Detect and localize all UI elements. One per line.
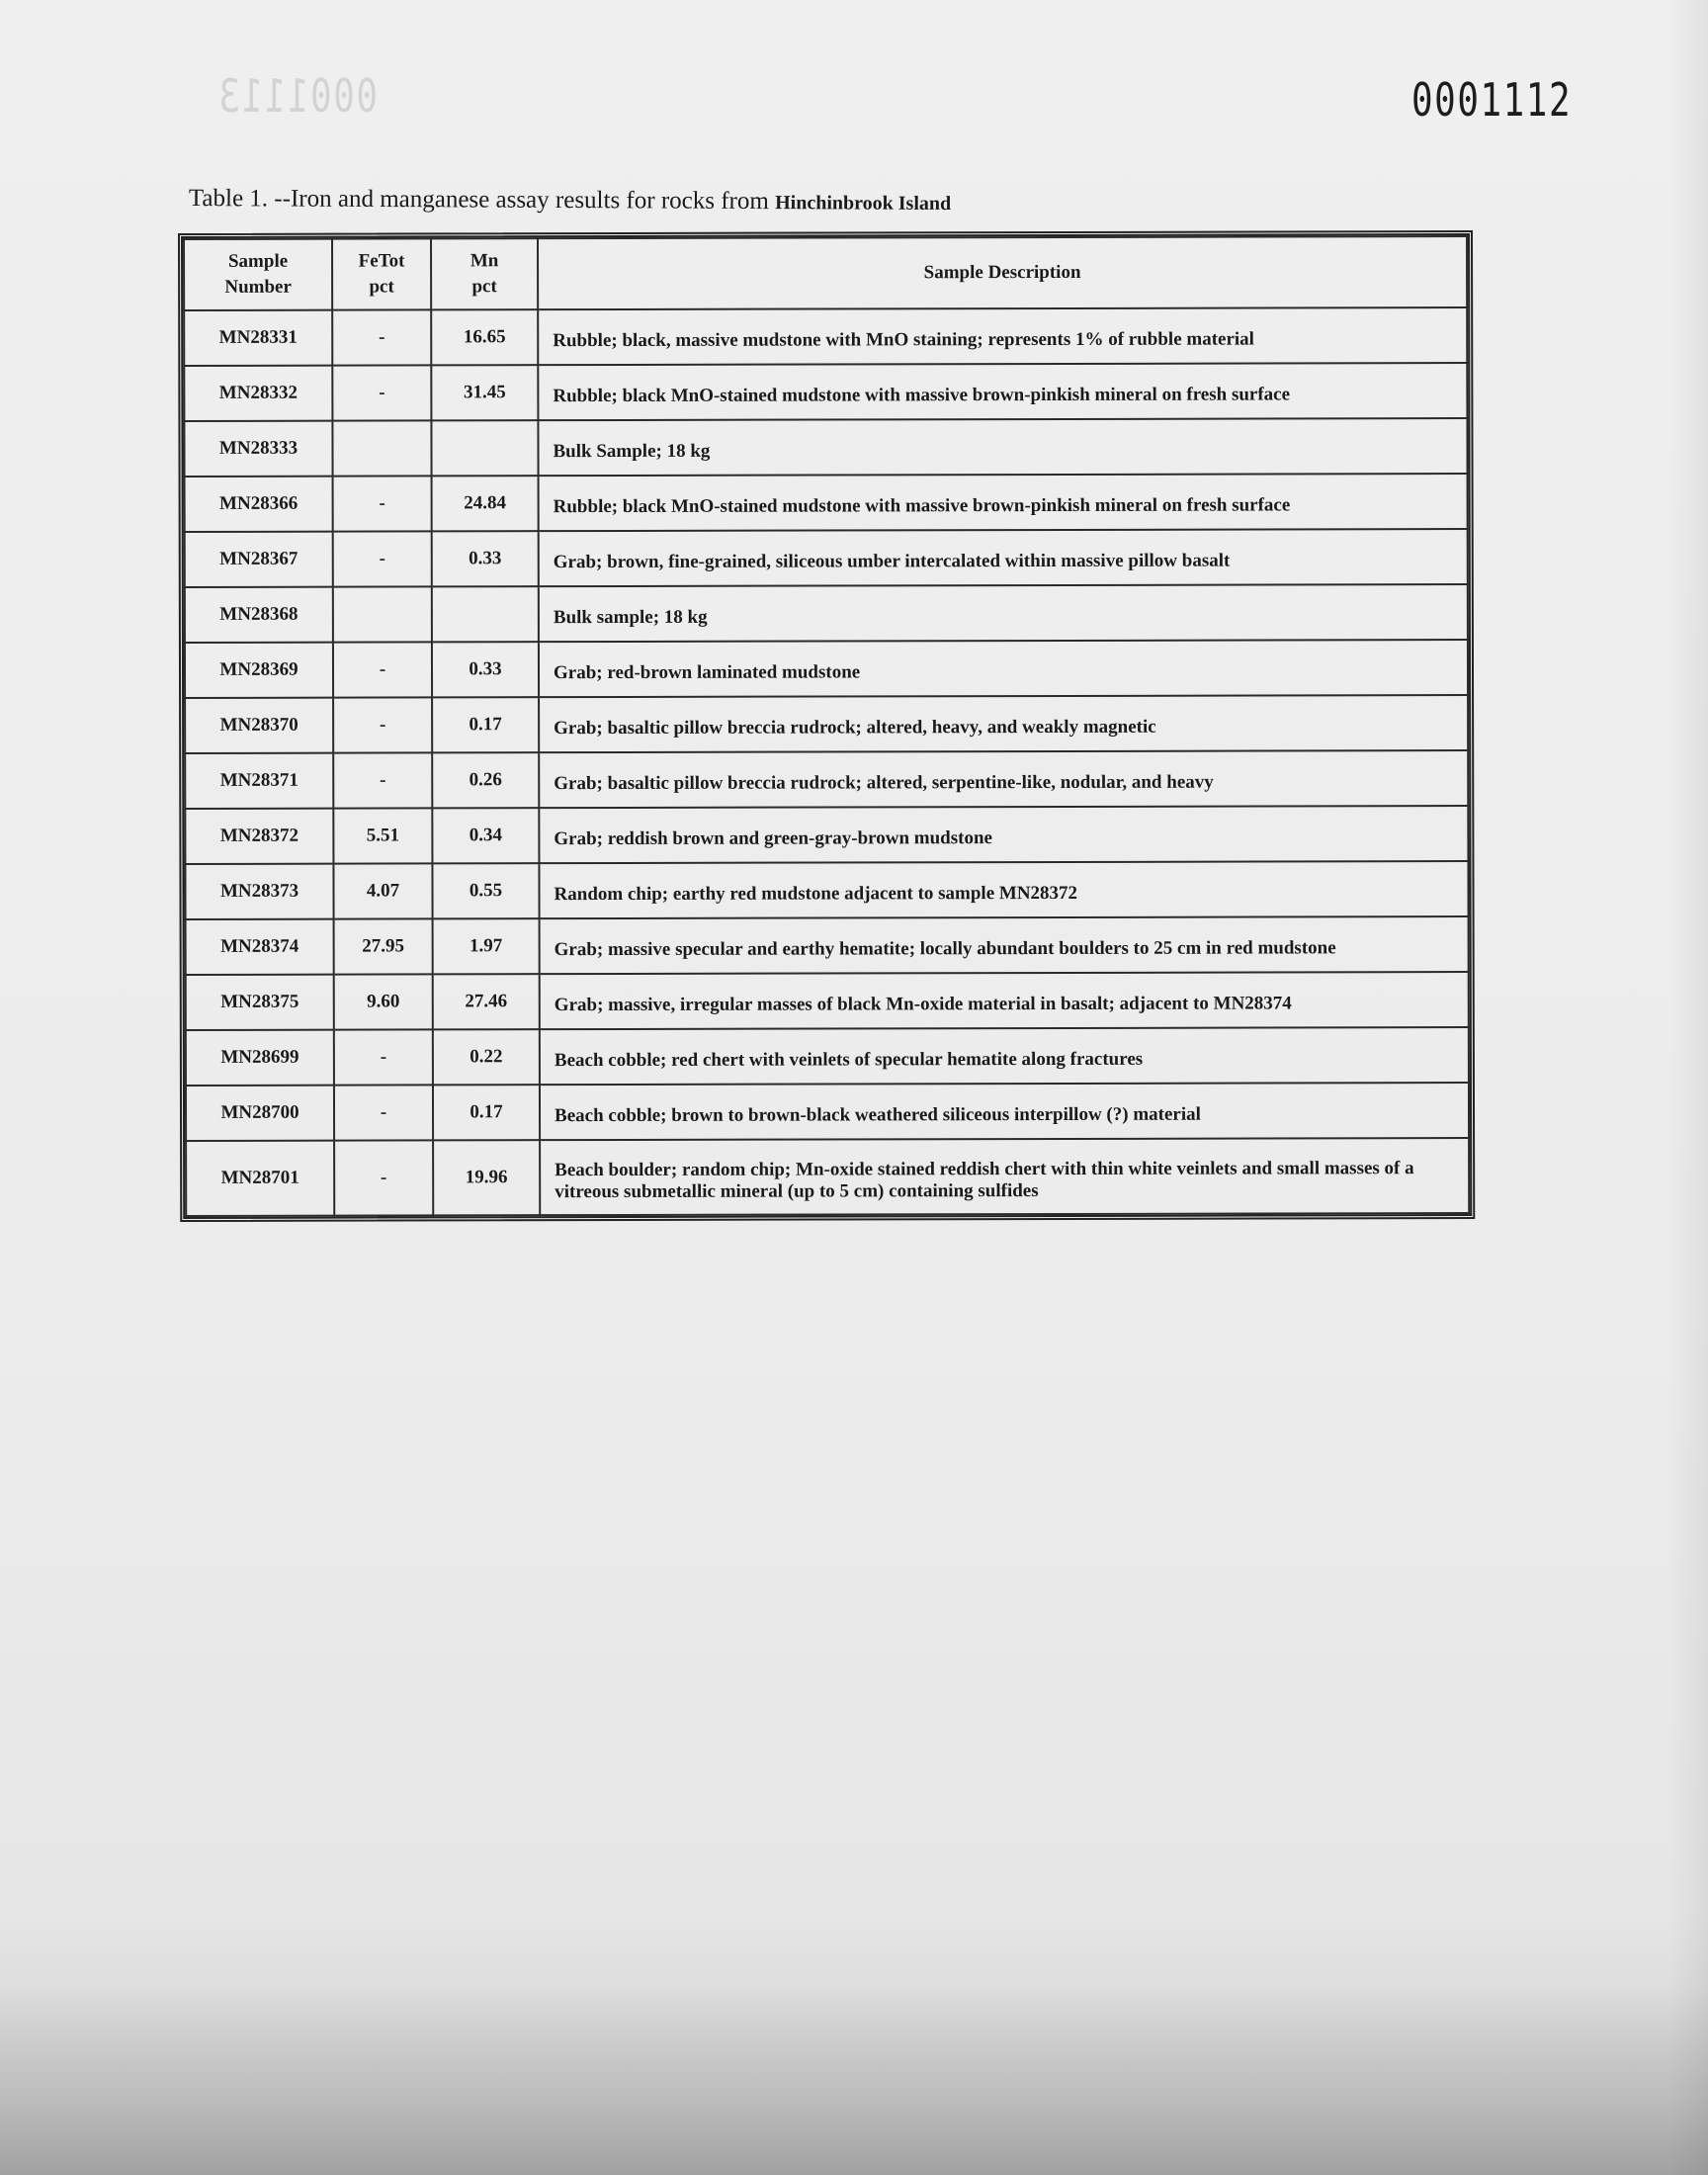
cell-sample-number: MN28372: [185, 809, 333, 864]
table-row: [185, 750, 1468, 809]
cell-sample-number: MN28374: [186, 919, 334, 975]
cell-fetot: -: [332, 309, 431, 365]
cell-fetot: -: [334, 1085, 433, 1140]
cell-description: Rubble; black MnO-stained mudstone with massive brown-pinkish mineral on fresh surface: [538, 363, 1467, 420]
cell-mn: 16.65: [431, 309, 538, 365]
cell-description: Beach cobble; brown to brown-black weathered siliceous interpillow (?) material: [540, 1083, 1469, 1140]
table-row: [185, 640, 1468, 698]
header-sample-number: Sample Number: [184, 239, 332, 310]
header-fetot: FeTot pct: [332, 238, 431, 309]
cell-sample-number: MN28371: [185, 753, 333, 809]
table-row: [185, 529, 1468, 587]
table-row: [186, 1083, 1469, 1141]
cell-mn: 1.97: [433, 918, 540, 974]
cell-description: Beach boulder; random chip; Mn-oxide stained reddish chert with thin white veinlets and small masses of a vitreous submetallic mineral (up to 5 cm) containing sulfides: [540, 1138, 1469, 1215]
cell-description: Grab; red-brown laminated mudstone: [539, 640, 1468, 697]
cell-fetot: -: [334, 1029, 433, 1085]
table-row: [184, 418, 1467, 477]
table-row: [186, 1138, 1469, 1216]
cell-mn: 0.22: [433, 1029, 540, 1085]
table-row: [185, 584, 1468, 643]
cell-fetot: [332, 420, 431, 476]
cell-sample-number: MN28367: [185, 532, 333, 587]
cell-sample-number: MN28368: [185, 587, 333, 643]
cell-mn: 0.34: [432, 808, 539, 863]
assay-table: [183, 235, 1470, 1217]
cell-fetot: -: [334, 1140, 433, 1215]
table-row: [185, 861, 1468, 919]
page-number: 0001112: [1411, 73, 1573, 127]
cell-mn: 0.17: [433, 1085, 540, 1140]
table-row: [185, 806, 1468, 864]
cell-description: Grab; massive, irregular masses of black Mn-oxide material in basalt; adjacent to MN28374: [540, 972, 1469, 1029]
cell-sample-number: MN28333: [184, 421, 332, 477]
cell-description: Bulk sample; 18 kg: [539, 584, 1468, 642]
cell-fetot: -: [333, 697, 432, 752]
cell-description: Grab; basaltic pillow breccia rudrock; altered, serpentine-like, nodular, and heavy: [539, 750, 1468, 808]
cell-description: Random chip; earthy red mudstone adjacent to sample MN28372: [539, 861, 1468, 918]
caption-main: Table 1. --Iron and manganese assay results for rocks from: [188, 185, 769, 216]
cell-description: Beach cobble; red chert with veinlets of specular hematite along fractures: [540, 1027, 1469, 1085]
header-sample-description: Sample Description: [538, 236, 1467, 309]
table-row: [186, 916, 1469, 975]
cell-description: Rubble; black, massive mudstone with MnO staining; represents 1% of rubble material: [538, 307, 1467, 365]
cell-fetot: 9.60: [334, 974, 433, 1029]
table-row: [186, 972, 1469, 1030]
table-row: [185, 474, 1468, 532]
table-row: [184, 363, 1467, 421]
cell-fetot: 5.51: [333, 808, 432, 863]
table-row: [185, 695, 1468, 753]
cell-mn: [432, 586, 539, 642]
cell-description: Grab; massive specular and earthy hematite; locally abundant boulders to 25 cm in red mudstone: [540, 916, 1469, 974]
header-mn: Mn pct: [431, 238, 538, 309]
cell-sample-number: MN28700: [186, 1086, 334, 1141]
cell-description: Grab; brown, fine-grained, siliceous umber intercalated within massive pillow basalt: [539, 529, 1468, 586]
assay-table-frame: [178, 230, 1475, 1222]
cell-sample-number: MN28375: [186, 975, 334, 1030]
cell-fetot: -: [333, 476, 432, 531]
table-row: [186, 1027, 1469, 1086]
cell-sample-number: MN28366: [185, 477, 333, 532]
cell-description: Grab; basaltic pillow breccia rudrock; altered, heavy, and weakly magnetic: [539, 695, 1468, 752]
cell-mn: 0.33: [432, 642, 539, 697]
cell-mn: 0.55: [432, 863, 539, 918]
cell-mn: 24.84: [432, 476, 539, 531]
cell-mn: 0.17: [432, 697, 539, 752]
cell-fetot: -: [333, 752, 432, 808]
cell-mn: 31.45: [431, 365, 538, 420]
table-caption: [189, 185, 951, 217]
cell-sample-number: MN28331: [184, 310, 332, 366]
cell-sample-number: MN28373: [185, 864, 333, 919]
cell-sample-number: MN28699: [186, 1030, 334, 1086]
cell-description: Grab; reddish brown and green-gray-brown mudstone: [539, 806, 1468, 863]
cell-fetot: [333, 586, 432, 642]
cell-fetot: 4.07: [333, 863, 432, 918]
cell-mn: 0.33: [432, 531, 539, 586]
table-body: [184, 307, 1469, 1216]
cell-fetot: -: [332, 365, 431, 420]
page-edge-shadow: [1668, 0, 1708, 2175]
cell-sample-number: MN28332: [184, 366, 332, 421]
cell-fetot: -: [333, 642, 432, 697]
cell-mn: 27.46: [433, 974, 540, 1029]
cell-mn: 0.26: [432, 752, 539, 808]
cell-mn: [431, 420, 538, 476]
cell-fetot: -: [333, 531, 432, 586]
cell-mn: 19.96: [433, 1140, 540, 1215]
cell-description: Rubble; black MnO-stained mudstone with massive brown-pinkish mineral on fresh surface: [539, 474, 1468, 531]
table-row: [184, 307, 1467, 366]
cell-description: Bulk Sample; 18 kg: [538, 418, 1467, 476]
cell-fetot: 27.95: [334, 918, 433, 974]
caption-place: Hinchinbrook Island: [775, 192, 952, 216]
cell-sample-number: MN28370: [185, 698, 333, 753]
table-header-row: [184, 236, 1467, 310]
scan-shadow: [0, 1987, 1708, 2175]
bleed-through-page-number: 0001113: [216, 69, 378, 123]
cell-sample-number: MN28701: [186, 1141, 334, 1216]
cell-sample-number: MN28369: [185, 643, 333, 698]
